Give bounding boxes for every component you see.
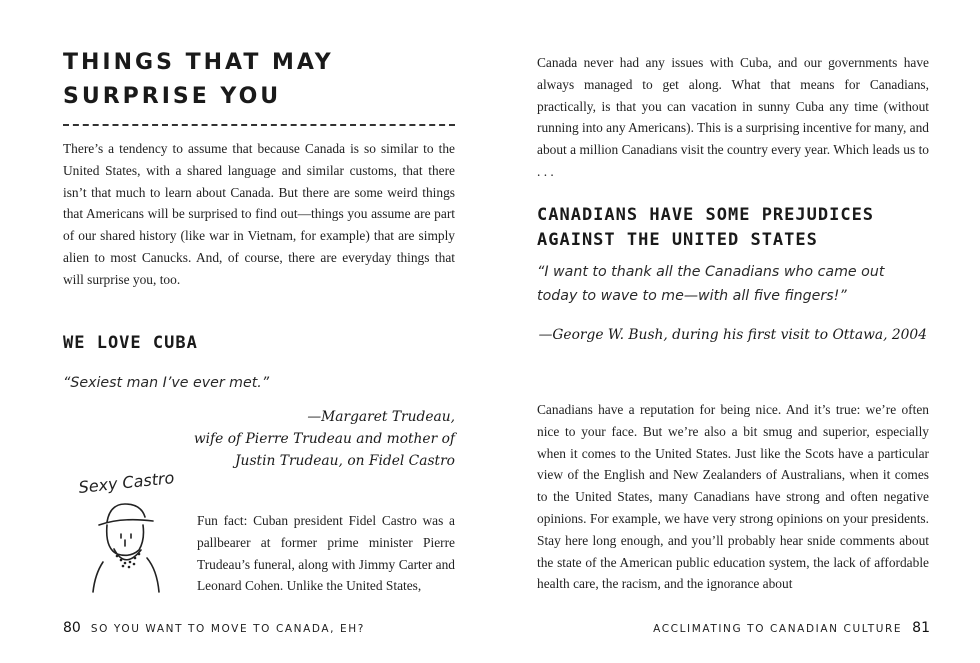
section-heading-line-1: CANADIANS HAVE SOME PREJUDICES — [537, 205, 875, 225]
fun-fact-paragraph: Fun fact: Cuban president Fidel Castro was a pallbearer at former prime minister Pierre Trudeau’s funeral, along with Jimmy Carter and Leonard Cohen. Unlike the United States, — [197, 513, 455, 594]
sketch-caption: Sexy Castro — [77, 470, 176, 497]
castro-quote: “Sexiest man I’ve ever met.” — [63, 375, 270, 391]
page-number-left: 80 — [63, 620, 81, 636]
right-footer — [653, 620, 940, 636]
dashed-divider — [63, 124, 455, 126]
chapter-title-line-1: THINGS THAT MAY — [63, 50, 334, 75]
bush-quote-line-1: “I want to thank all the Canadians who came out — [537, 264, 885, 280]
attribution-line-3: Justin Trudeau, on Fidel Castro — [235, 453, 455, 469]
attribution-line-1: —Margaret Trudeau, — [307, 409, 455, 425]
running-head-left: SO YOU WANT TO MOVE TO CANADA, EH? — [90, 623, 365, 635]
castro-sketch-drawing — [55, 470, 195, 595]
bush-quote — [537, 260, 937, 308]
chapter-title — [63, 46, 463, 114]
chapter-title-line-2: SURPRISE YOU — [63, 84, 282, 109]
prejudices-paragraph: Canadians have a reputation for being nice. And it’s true: we’re often nice to your face. But we’re also a bit smug and superior, especially when it comes to the United States. Just like the Scots have a particular view of the English and New Zealanders of Australians, when it comes to the United States, many Canadians have strong and often negative opinions. For example, we have very strong opinions on your presidents. Stay here long enough, and you’ll probably hear snide comments about the state of the American public education system, the lack of affordable health care, the racism, and the ignorance about — [537, 402, 929, 592]
attribution-line-2: wife of Pierre Trudeau and mother of — [193, 431, 455, 447]
section-heading-cuba: WE LOVE CUBA — [63, 333, 198, 353]
bush-quote-attribution: —George W. Bush, during his first visit to Ottawa, 2004 — [538, 327, 927, 343]
castro-quote-attribution — [150, 406, 455, 472]
intro-paragraph: There’s a tendency to assume that because Canada is so similar to the United States, with a shared language and similar customs, that there isn’t that much to learn about Canada. But there are some weird things that Americans will be surprised to find out—things you assume are part of our shared history (like war in Vietnam, for example) that are simply alien to most Canucks. And, of course, there are everyday things that will surprise you, too. — [63, 141, 455, 287]
continuation-paragraph: Canada never had any issues with Cuba, and our governments have always managed to get along. What that means for Canadians, practically, is that you can vacation in sunny Cuba any time (without running into any Americans). This is a surprising incentive for many, and about a million Canadians visit the country every year. Which leads us to . . . — [537, 55, 929, 179]
left-footer — [53, 620, 365, 636]
section-heading-line-2: AGAINST THE UNITED STATES — [537, 230, 818, 250]
right-page — [490, 0, 980, 663]
page-number-right: 81 — [912, 620, 930, 636]
running-head-right: ACCLIMATING TO CANADIAN CULTURE — [653, 623, 903, 635]
section-heading-prejudices — [537, 203, 874, 253]
castro-sketch — [55, 470, 195, 595]
bush-quote-line-2: today to wave to me—with all five fingers!” — [537, 288, 847, 304]
